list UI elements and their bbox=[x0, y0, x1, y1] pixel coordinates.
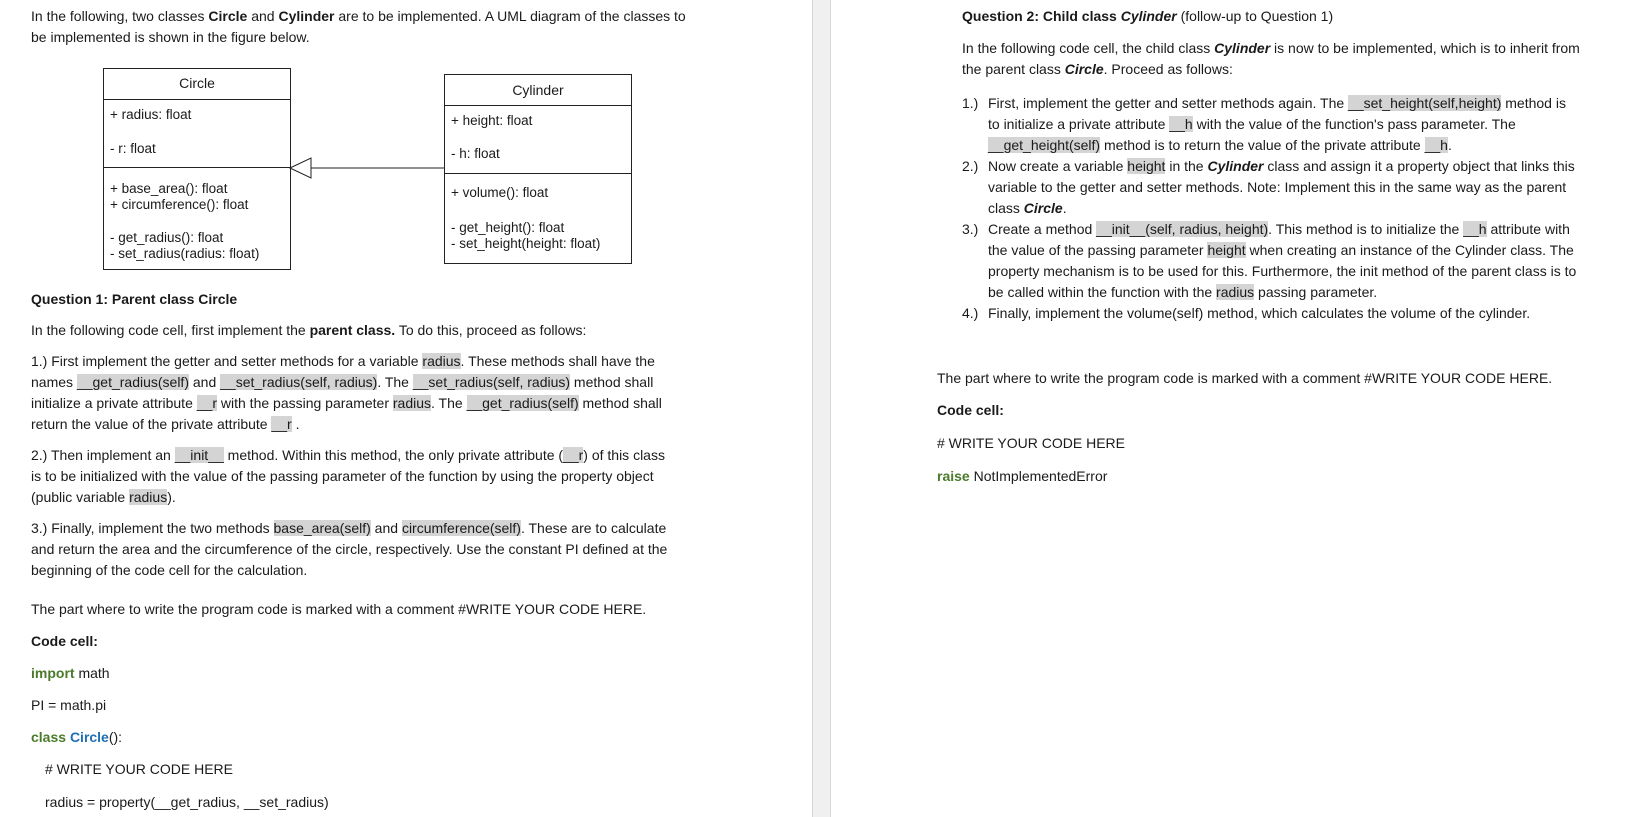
highlight-height: height bbox=[1127, 158, 1166, 174]
q1-step-1-line-3 bbox=[31, 393, 662, 414]
code-line-comment: # WRITE YOUR CODE HERE bbox=[937, 435, 1125, 451]
q1-step-3-line-3: beginning of the code cell for the calculation. bbox=[31, 562, 308, 578]
list-number: 4.) bbox=[962, 305, 979, 321]
q1-step-1-line-2 bbox=[31, 372, 653, 393]
text-run: . bbox=[1447, 137, 1452, 153]
keyword-import: import bbox=[31, 665, 75, 681]
text-run: . Proceed as follows: bbox=[1103, 61, 1233, 77]
text-run: (follow-up to Question 1) bbox=[1176, 8, 1334, 24]
text-run: Now create a variable bbox=[988, 158, 1128, 174]
q2-item-1-line-2 bbox=[988, 114, 1516, 135]
text-run: class bbox=[988, 200, 1024, 216]
q2-intro-cylinder: Cylinder bbox=[1214, 40, 1271, 56]
uml-divider bbox=[445, 105, 631, 106]
text-run: method is bbox=[1501, 95, 1566, 111]
highlight-base-area: base_area(self) bbox=[273, 520, 371, 536]
q1-intro-text: In the following code cell, first implement the bbox=[31, 322, 310, 338]
text-run: names bbox=[31, 374, 77, 390]
text-run: ) of this class bbox=[583, 447, 665, 463]
q1-step-2-line-2: is to be initialized with the value of the passing parameter of the function by using the property object bbox=[31, 468, 654, 484]
q2-item-3-line-1 bbox=[988, 219, 1570, 240]
highlight-set-radius: __set_radius(self, radius) bbox=[220, 374, 378, 390]
q1-code-label: Code cell: bbox=[31, 633, 98, 649]
class-name-circle: Circle bbox=[69, 729, 109, 745]
highlight-radius: radius bbox=[129, 489, 168, 505]
text-run: . bbox=[1062, 200, 1067, 216]
text-run: NotImplementedError bbox=[969, 468, 1108, 484]
text-run: to initialize a private attribute bbox=[988, 116, 1170, 132]
intro-text-2: are to be implemented. A UML diagram of the classes to bbox=[334, 8, 686, 24]
code-line-raise bbox=[937, 466, 1107, 487]
intro-and: and bbox=[247, 8, 279, 24]
uml-divider bbox=[104, 99, 290, 100]
highlight-h: __h bbox=[1463, 221, 1487, 237]
right-page bbox=[831, 0, 1645, 817]
uml-cylinder-title: Cylinder bbox=[512, 82, 564, 98]
intro-cylinder: Cylinder bbox=[278, 8, 335, 24]
uml-circle-title: Circle bbox=[179, 75, 215, 91]
left-page bbox=[0, 0, 812, 817]
q1-step-2-line-3 bbox=[31, 487, 176, 508]
highlight-h: __h bbox=[1424, 137, 1448, 153]
q2-heading-cylinder: Cylinder bbox=[1120, 8, 1177, 24]
highlight-init: __init__(self, radius, height) bbox=[1096, 221, 1269, 237]
highlight-init: __init__ bbox=[174, 447, 224, 463]
q2-intro-circle: Circle bbox=[1064, 61, 1104, 77]
text-run: method is to return the value of the private attribute bbox=[1100, 137, 1425, 153]
text-run: method shall bbox=[578, 395, 662, 411]
q2-item-1-line-3 bbox=[988, 135, 1452, 156]
intro-line-2: be implemented is shown in the figure below. bbox=[31, 29, 310, 45]
q1-intro-parent-class: parent class. bbox=[309, 322, 396, 338]
text-run: 2.) Then implement an bbox=[31, 447, 175, 463]
text-run: in the bbox=[1165, 158, 1208, 174]
inheritance-arrow-icon bbox=[289, 150, 445, 186]
uml-divider bbox=[445, 173, 631, 174]
text-run: . bbox=[291, 416, 300, 432]
keyword-raise: raise bbox=[937, 468, 970, 484]
uml-cylinder-attr-h: - h: float bbox=[451, 146, 500, 161]
q1-heading: Question 1: Parent class Circle bbox=[31, 291, 238, 307]
uml-cylinder-method-volume: + volume(): float bbox=[451, 185, 549, 200]
q2-item-2-cylinder: Cylinder bbox=[1207, 158, 1264, 174]
text-run: (public variable bbox=[31, 489, 130, 505]
text-run: . The bbox=[377, 374, 413, 390]
q2-item-2-line-2: variable to the getter and setter methods. Note: Implement this in the same way as the parent bbox=[988, 179, 1567, 195]
text-run: return the value of the private attribute bbox=[31, 416, 272, 432]
text-run: class and assign it a property object that links this bbox=[1263, 158, 1575, 174]
text-run: . These methods shall have the bbox=[460, 353, 655, 369]
text-run: the value of the passing parameter bbox=[988, 242, 1208, 258]
q2-item-2-line-1 bbox=[988, 156, 1575, 177]
intro-line-1 bbox=[31, 6, 686, 27]
text-run: when creating an instance of the Cylinder class. The bbox=[1245, 242, 1574, 258]
text-run: (): bbox=[108, 729, 123, 745]
q2-heading bbox=[962, 6, 1333, 27]
text-run: math bbox=[74, 665, 110, 681]
highlight-radius: radius bbox=[422, 353, 461, 369]
q1-marker-text: The part where to write the program code is marked with a comment #WRITE YOUR CODE HERE. bbox=[31, 601, 647, 617]
text-run: and bbox=[370, 520, 402, 536]
text-run: . The bbox=[431, 395, 467, 411]
highlight-circumference: circumference(self) bbox=[401, 520, 521, 536]
uml-circle-method-get-radius: - get_radius(): float bbox=[110, 230, 224, 245]
uml-cylinder-attr-height: + height: float bbox=[451, 113, 533, 128]
text-run: . This method is to initialize the bbox=[1268, 221, 1464, 237]
text-run: First, implement the getter and setter methods again. The bbox=[988, 95, 1349, 111]
highlight-radius: radius bbox=[1216, 284, 1255, 300]
highlight-set-radius: __set_radius(self, radius) bbox=[412, 374, 571, 390]
uml-circle-class bbox=[103, 68, 291, 270]
text-run: with the value of the function's pass parameter. The bbox=[1192, 116, 1516, 132]
uml-circle-attr-radius: + radius: float bbox=[110, 107, 192, 122]
q2-item-3-line-4 bbox=[988, 282, 1377, 303]
text-run: ). bbox=[167, 489, 176, 505]
list-number: 2.) bbox=[962, 158, 979, 174]
text-run: is now to be implemented, which is to inherit from bbox=[1270, 40, 1580, 56]
q2-item-2-circle: Circle bbox=[1023, 200, 1063, 216]
q2-marker-text: The part where to write the program code is marked with a comment #WRITE YOUR CODE HERE. bbox=[937, 370, 1553, 386]
text-run: passing parameter. bbox=[1254, 284, 1378, 300]
q1-intro-text-2: To do this, proceed as follows: bbox=[395, 322, 587, 338]
list-number: 1.) bbox=[962, 95, 979, 111]
q2-item-2-line-3 bbox=[988, 198, 1067, 219]
q2-item-1-line-1 bbox=[988, 93, 1566, 114]
text-run: with the passing parameter bbox=[217, 395, 393, 411]
q2-item-3-line-2 bbox=[988, 240, 1574, 261]
highlight-set-height: __set_height(self,height) bbox=[1348, 95, 1502, 111]
text-run: initialize a private attribute bbox=[31, 395, 197, 411]
q1-step-2-line-1 bbox=[31, 445, 665, 466]
uml-circle-method-base-area: + base_area(): float bbox=[110, 181, 228, 196]
page-gutter bbox=[812, 0, 831, 817]
intro-text: In the following, two classes bbox=[31, 8, 209, 24]
q2-intro-line-2 bbox=[962, 59, 1233, 80]
uml-circle-method-circumference: + circumference(): float bbox=[110, 197, 249, 212]
uml-cylinder-method-get-height: - get_height(): float bbox=[451, 220, 565, 235]
highlight-r: __r bbox=[271, 416, 292, 432]
text-run: method. Within this method, the only private attribute ( bbox=[223, 447, 564, 463]
text-run: be called within the function with the bbox=[988, 284, 1217, 300]
highlight-get-radius: __get_radius(self) bbox=[76, 374, 189, 390]
highlight-r: __r bbox=[563, 447, 584, 463]
highlight-h: __h bbox=[1169, 116, 1193, 132]
code-line-import bbox=[31, 663, 110, 684]
uml-circle-attr-r: - r: float bbox=[110, 141, 156, 156]
text-run: . These are to calculate bbox=[520, 520, 667, 536]
highlight-get-height: __get_height(self) bbox=[988, 137, 1101, 153]
keyword-class: class bbox=[31, 729, 67, 745]
list-number: 3.) bbox=[962, 221, 979, 237]
q2-item-4-line-1: Finally, implement the volume(self) method, which calculates the volume of the cylinder. bbox=[988, 305, 1531, 321]
q1-step-3-line-2: and return the area and the circumference of the circle, respectively. Use the constant PI defined at the bbox=[31, 541, 668, 557]
text-run: the parent class bbox=[962, 61, 1065, 77]
uml-divider bbox=[104, 167, 290, 168]
intro-circle: Circle bbox=[208, 8, 248, 24]
text-run: 3.) Finally, implement the two methods bbox=[31, 520, 274, 536]
text-run: Question 2: Child class bbox=[962, 8, 1121, 24]
uml-circle-method-set-radius: - set_radius(radius: float) bbox=[110, 246, 260, 261]
text-run: and bbox=[188, 374, 221, 390]
highlight-height: height bbox=[1207, 242, 1246, 258]
q1-step-3-line-1 bbox=[31, 518, 666, 539]
text-run: method shall bbox=[570, 374, 654, 390]
code-line-class bbox=[31, 727, 122, 748]
q1-step-1-line-1 bbox=[31, 351, 655, 372]
highlight-radius: radius bbox=[392, 395, 432, 411]
code-line-property: radius = property(__get_radius, __set_radius) bbox=[45, 794, 329, 810]
text-run: 1.) First implement the getter and setter methods for a variable bbox=[31, 353, 423, 369]
q2-code-label: Code cell: bbox=[937, 402, 1004, 418]
highlight-r: __r bbox=[196, 395, 217, 411]
highlight-get-radius: __get_radius(self) bbox=[466, 395, 579, 411]
q1-intro bbox=[31, 320, 586, 341]
q1-step-1-line-4 bbox=[31, 414, 300, 435]
uml-cylinder-class bbox=[444, 74, 632, 264]
uml-cylinder-method-set-height: - set_height(height: float) bbox=[451, 236, 601, 251]
text-run: In the following code cell, the child class bbox=[962, 40, 1215, 56]
code-line-pi: PI = math.pi bbox=[31, 697, 107, 713]
code-line-comment: # WRITE YOUR CODE HERE bbox=[45, 761, 233, 777]
q2-intro-line-1 bbox=[962, 38, 1580, 59]
text-run: Create a method bbox=[988, 221, 1097, 237]
text-run: attribute with bbox=[1486, 221, 1570, 237]
q2-item-3-line-3: property mechanism is to be used for this. Furthermore, the init method of the parent class is to bbox=[988, 263, 1577, 279]
